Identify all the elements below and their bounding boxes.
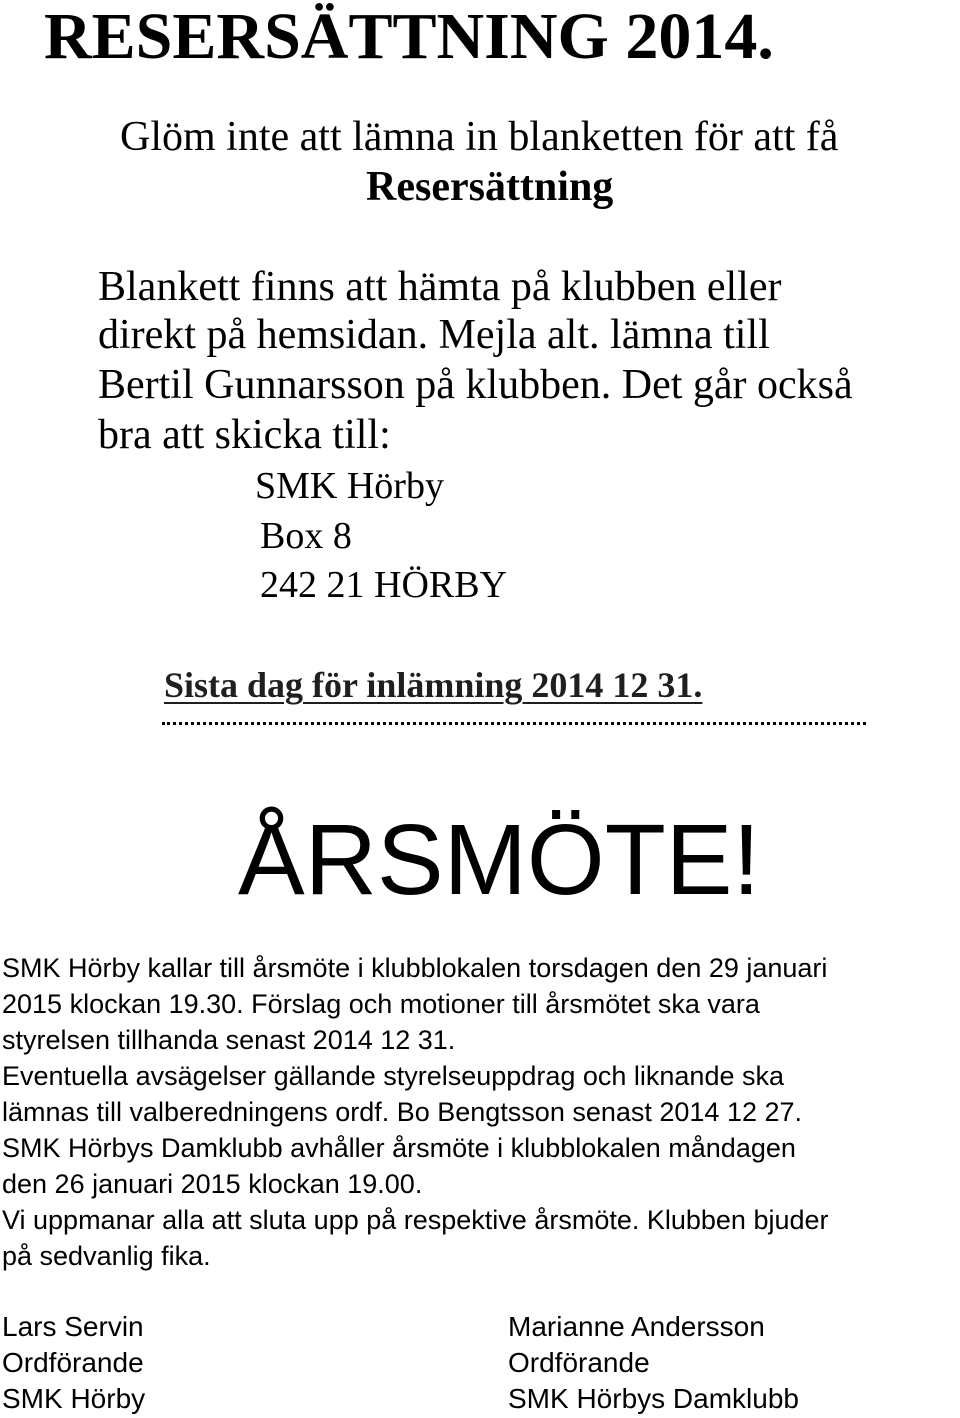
signature-left-role: Ordförande <box>2 1347 144 1378</box>
meeting-info-line: 2015 klockan 19.30. Förslag och motioner till årsmötet ska vara <box>2 989 760 1019</box>
signature-right-role: Ordförande <box>508 1347 650 1378</box>
meeting-info-line: på sedvanlig fika. <box>2 1241 211 1271</box>
signature-right-org: SMK Hörbys Damklubb <box>508 1383 799 1414</box>
address-line: SMK Hörby <box>255 465 444 507</box>
instruction-line: direkt på hemsidan. Mejla alt. lämna till <box>98 312 770 358</box>
signature-left-org: SMK Hörby <box>2 1383 146 1414</box>
address-line: 242 21 HÖRBY <box>260 564 508 606</box>
instruction-line: Blankett finns att hämta på klubben eller <box>98 264 782 310</box>
meeting-info-line: den 26 januari 2015 klockan 19.00. <box>2 1169 423 1199</box>
meeting-heading: ÅRSMÖTE! <box>238 804 761 916</box>
meeting-info-line: lämnas till valberedningens ordf. Bo Bengtsson senast 2014 12 27. <box>2 1097 803 1127</box>
instruction-line: bra att skicka till: <box>98 412 391 458</box>
page-title: RESERSÄTTNING 2014. <box>44 0 774 73</box>
meeting-info-line: SMK Hörbys Damklubb avhåller årsmöte i klubblokalen måndagen <box>2 1133 796 1163</box>
signature-left-name: Lars Servin <box>2 1311 144 1342</box>
reminder-emphasis: Resersättning <box>366 164 614 210</box>
deadline-text: Sista dag för inlämning 2014 12 31. <box>164 665 703 705</box>
meeting-info-line: Eventuella avsägelser gällande styrelseuppdrag och liknande ska <box>2 1061 784 1091</box>
instruction-line: Bertil Gunnarsson på klubben. Det går också <box>98 362 853 408</box>
signature-right-name: Marianne Andersson <box>508 1311 765 1342</box>
address-line: Box 8 <box>260 515 352 557</box>
meeting-info-line: Vi uppmanar alla att sluta upp på respektive årsmöte. Klubben bjuder <box>2 1205 829 1235</box>
meeting-info-line: SMK Hörby kallar till årsmöte i klubblokalen torsdagen den 29 januari <box>2 953 828 983</box>
dotted-separator <box>162 722 866 725</box>
meeting-info-line: styrelsen tillhanda senast 2014 12 31. <box>2 1025 456 1055</box>
reminder-text: Glöm inte att lämna in blanketten för att få <box>120 114 839 160</box>
